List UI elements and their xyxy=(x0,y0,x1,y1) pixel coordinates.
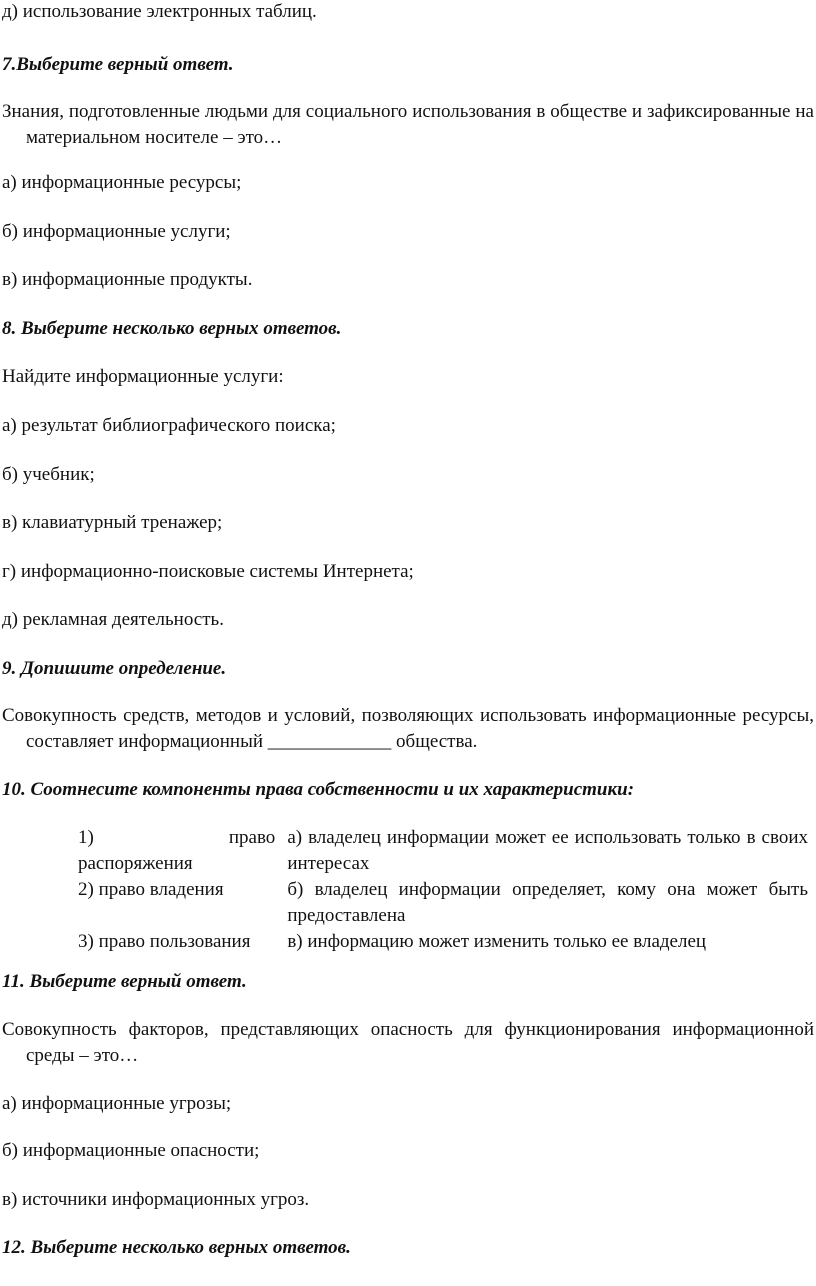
question-7-option-a: а) информационные ресурсы; xyxy=(2,172,242,193)
table-row xyxy=(72,929,814,955)
question-8-text: Найдите информационные услуги: xyxy=(2,366,284,387)
table-cell-text: 1) xyxy=(78,827,94,848)
question-8-option-c: в) клавиатурный тренажер; xyxy=(2,512,223,533)
question-11-option-c: в) источники информационных угроз. xyxy=(2,1189,310,1210)
question-11-text: Совокупность факторов, представляющих опасность для функционирования информационной среды – это… xyxy=(2,1019,814,1066)
question-8-option-e: д) рекламная деятельность. xyxy=(2,609,224,630)
table-cell-text: право xyxy=(228,827,276,848)
table-cell xyxy=(72,825,281,877)
question-7-heading: 7.Выберите верный ответ. xyxy=(2,54,234,75)
question-7-option-c: в) информационные продукты. xyxy=(2,269,253,290)
question-12-heading: 12. Выберите несколько верных ответов. xyxy=(2,1237,351,1258)
table-row xyxy=(72,825,814,877)
question-11-option-a: а) информационные угрозы; xyxy=(2,1093,232,1114)
question-7-text: Знания, подготовленные людьми для социального использования в обществе и зафиксированные на материальном носителе – это… xyxy=(2,101,814,148)
table-cell-text: распоряжения xyxy=(78,853,193,874)
question-10-heading: 10. Соотнесите компоненты права собственности и их характеристики: xyxy=(2,779,635,800)
table-cell: а) владелец информации может ее использовать только в своих интересах xyxy=(287,827,808,874)
question-8-option-d: г) информационно-поисковые системы Интернета; xyxy=(2,561,414,582)
table-cell: 2) право владения xyxy=(78,879,224,900)
question-8-option-a: а) результат библиографического поиска; xyxy=(2,415,336,436)
question-9-heading: 9. Допишите определение. xyxy=(2,658,227,679)
table-row xyxy=(72,877,814,929)
question-11-option-b: б) информационные опасности; xyxy=(2,1140,260,1161)
question-11-heading: 11. Выберите верный ответ. xyxy=(2,971,247,992)
table-cell: б) владелец информации определяет, кому она может быть предоставлена xyxy=(287,879,808,926)
option-line: д) использование электронных таблиц. xyxy=(2,1,317,22)
matching-table xyxy=(72,825,814,955)
table-cell: в) информацию может изменить только ее владелец xyxy=(287,931,707,952)
table-cell: 3) право пользования xyxy=(78,931,251,952)
question-9-text: Совокупность средств, методов и условий, позволяющих использовать информационные ресурсы, составляет информационный _____________ общества. xyxy=(2,705,814,752)
question-8-option-b: б) учебник; xyxy=(2,464,95,485)
question-7-option-b: б) информационные услуги; xyxy=(2,221,231,242)
question-8-heading: 8. Выберите несколько верных ответов. xyxy=(2,318,342,339)
